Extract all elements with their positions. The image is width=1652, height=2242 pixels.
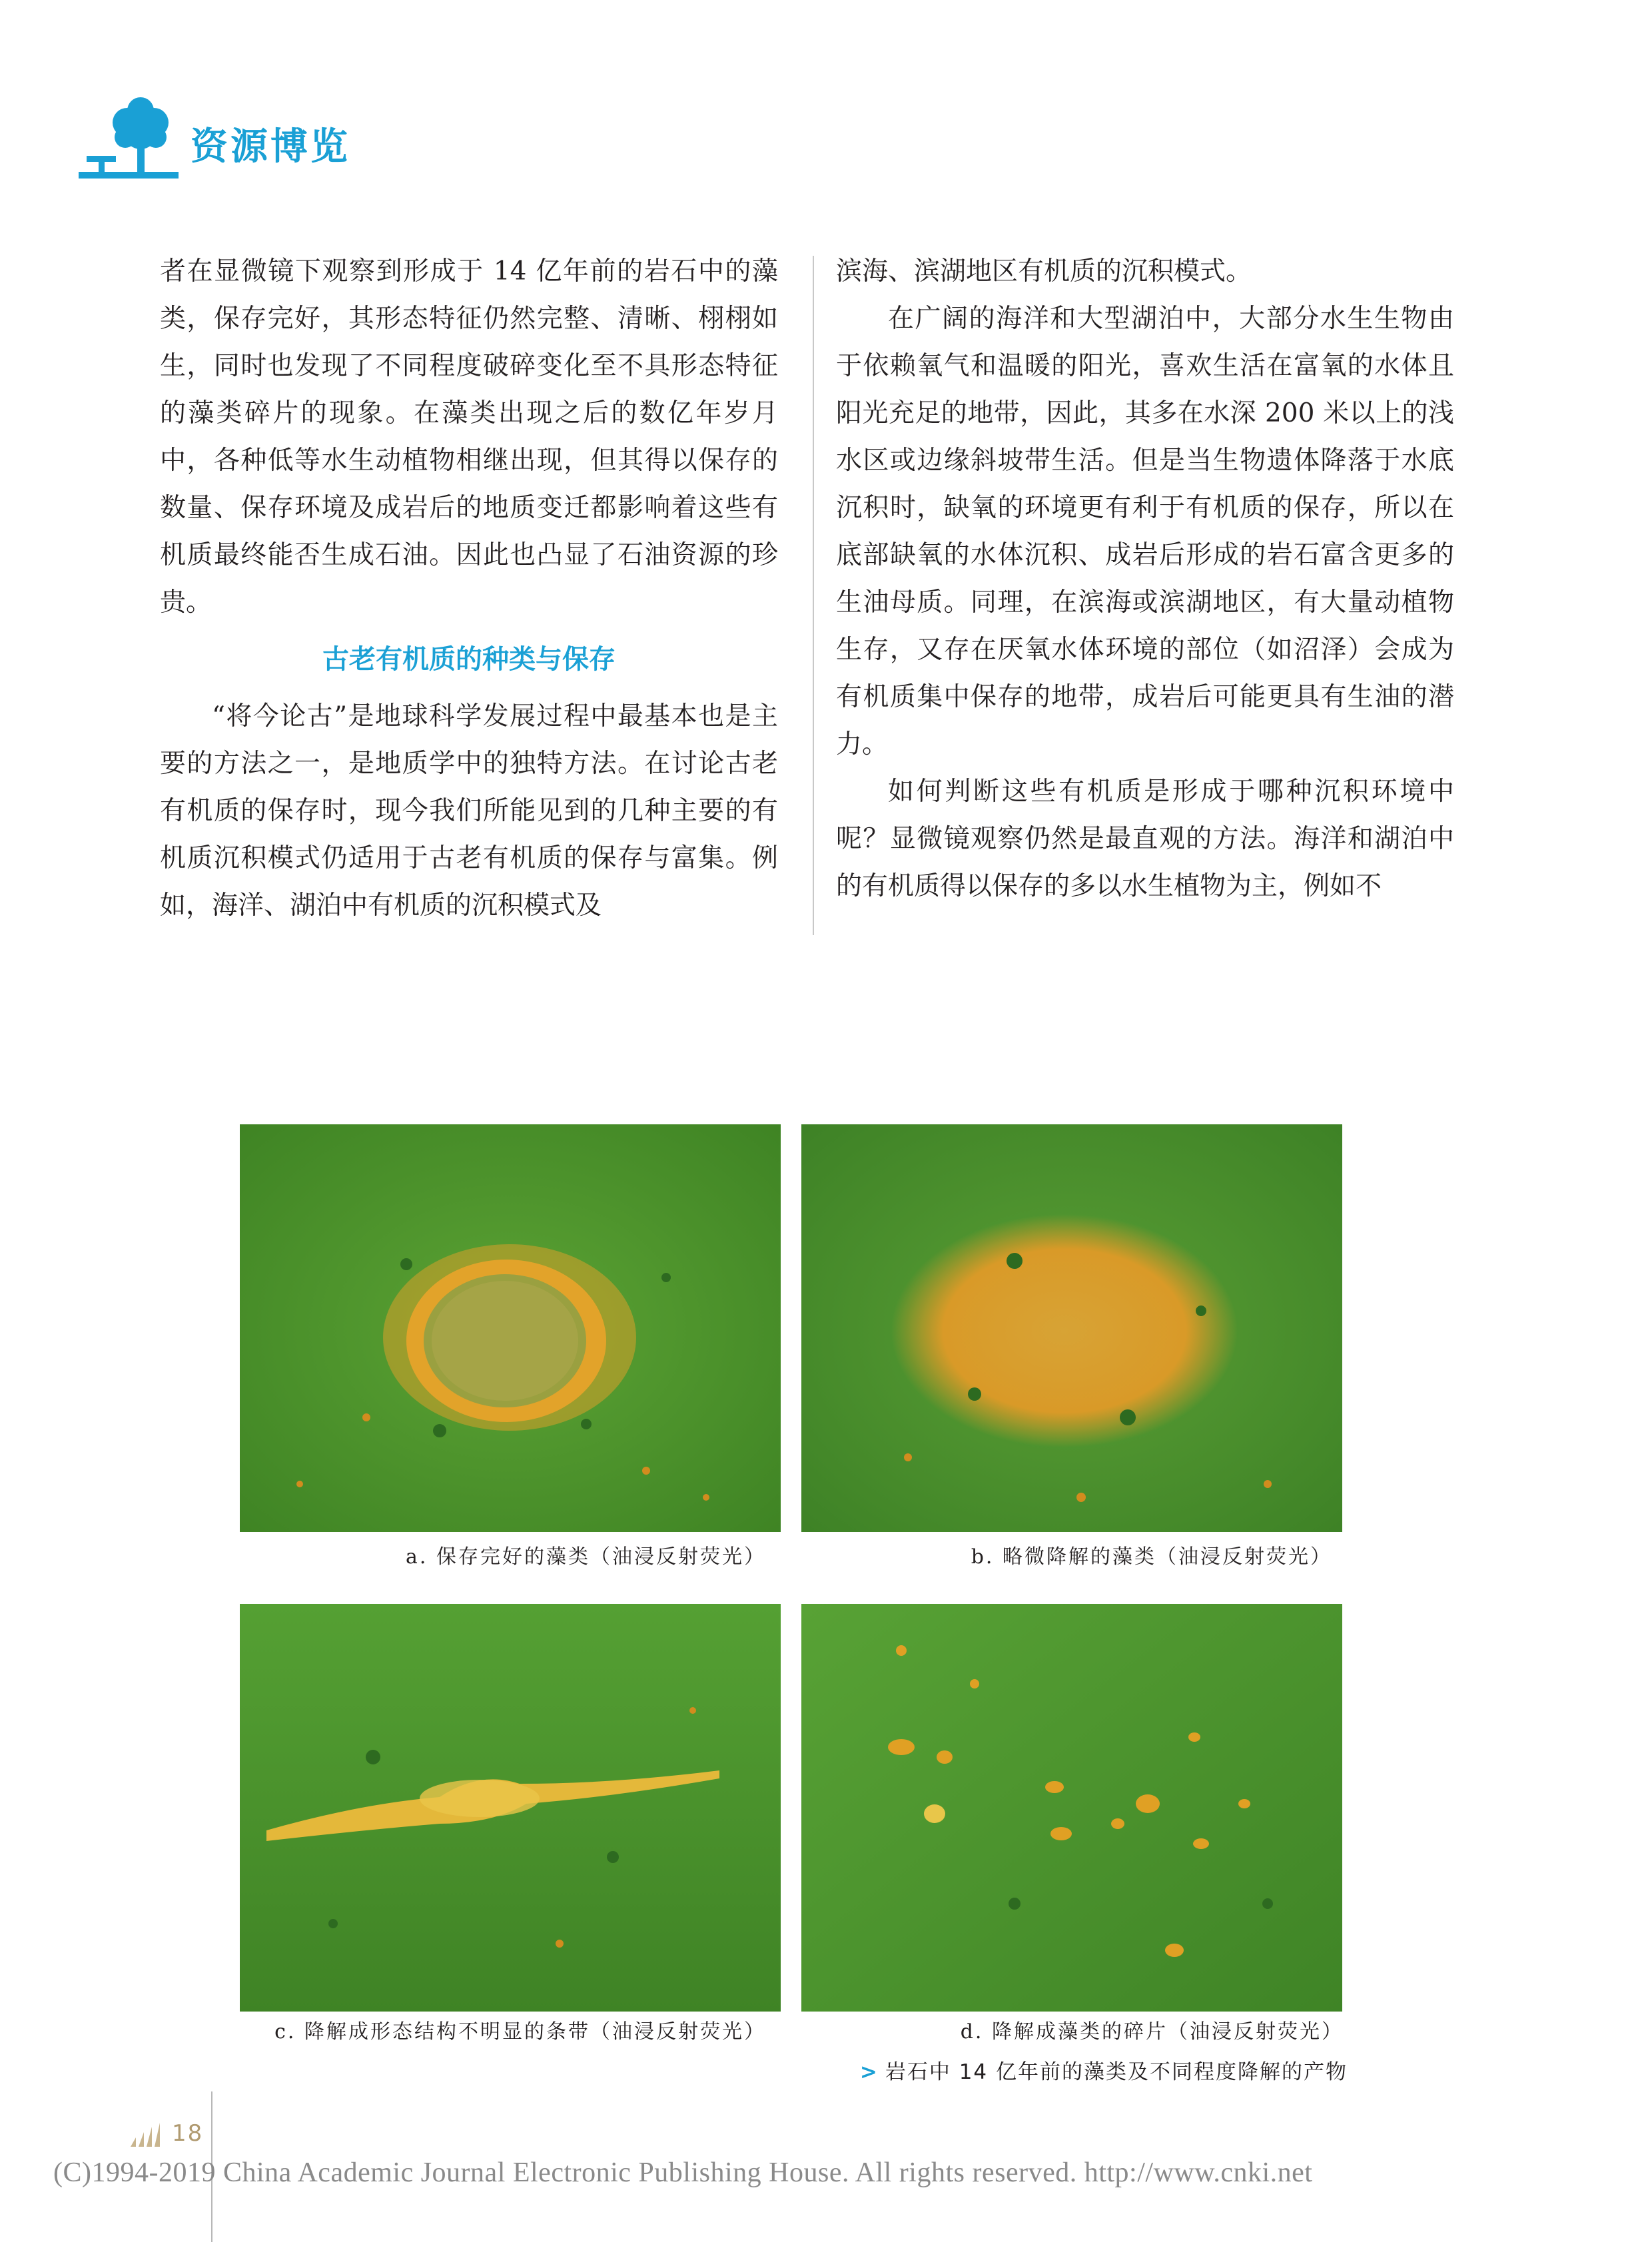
section-heading: 古老有机质的种类与保存 (322, 644, 616, 675)
figure-title-text: 岩石中 14 亿年前的藻类及不同程度降解的产物 (885, 2060, 1348, 2084)
column-divider (813, 256, 814, 935)
micrograph-d (801, 1604, 1342, 2012)
section-header (79, 92, 452, 192)
micrograph-c (240, 1604, 781, 2012)
micrograph-b (801, 1124, 1342, 1532)
tree-icon (79, 92, 179, 192)
caption-c: c. 降解成形态结构不明显的条带（油浸反射荧光） (274, 2020, 766, 2044)
caption-a: a. 保存完好的藻类（油浸反射荧光） (406, 1545, 766, 1569)
copyright-footer: (C)1994-2019 China Academic Journal Electronic Publishing House. All rights reserved. http://www.cnki.net (53, 2157, 1313, 2188)
page-number-icon (131, 2123, 165, 2147)
caption-b: b. 略微降解的藻类（油浸反射荧光） (971, 1545, 1332, 1569)
caption-d: d. 降解成藻类的碎片（油浸反射荧光） (960, 2020, 1344, 2044)
chevron-right-icon: > (859, 2060, 879, 2084)
paragraph: 滨海、滨湖地区有机质的沉积模式。 (836, 256, 1252, 286)
right-column (836, 248, 1454, 910)
figure-title (860, 2055, 1348, 2085)
paragraph: 者在显微镜下观察到形成于 14 亿年前的岩石中的藻类，保存完好，其形态特征仍然完整、清晰、栩栩如生，同时也发现了不同程度破碎变化至不具形态特征的藻类碎片的现象。在藻类出现之后的数亿年岁月中，各种低等水生动植物相继出现，但其得以保存的数量、保存环境及成岩后的地质变迁都影响着这些有机质最终能否生成石油。因此也凸显了石油资源的珍贵。 (160, 256, 778, 617)
paragraph: 如何判断这些有机质是形成于哪种沉积环境中呢？显微镜观察仍然是最直观的方法。海洋和湖泊中的有机质得以保存的多以水生植物为主，例如不 (836, 777, 1454, 901)
section-title: 资源博览 (191, 125, 350, 169)
paragraph: “将今论古”是地球科学发展过程中最基本也是主要的方法之一，是地质学中的独特方法。在讨论古老有机质的保存时，现今我们所能见到的几种主要的有机质沉积模式仍适用于古老有机质的保存与富集。例如，海洋、湖泊中有机质的沉积模式及 (160, 701, 778, 921)
micrograph-a (240, 1124, 781, 1532)
left-column (160, 248, 778, 929)
paragraph: 在广阔的海洋和大型湖泊中，大部分水生生物由于依赖氧气和温暖的阳光，喜欢生活在富氧的水体且阳光充足的地带，因此，其多在水深 200 米以上的浅水区或边缘斜坡带生活。但是当生物遗体降落于水底沉积时，缺氧的环境更有利于有机质的保存，所以在底部缺氧的水体沉积、成岩后形成的岩石富含更多的生油母质。同理，在滨海或滨湖地区，有大量动植物生存，又存在厌氧水体环境的部位（如沼泽）会成为有机质集中保存的地带，成岩后可能更具有生油的潜力。 (836, 304, 1454, 759)
page-number: 18 (172, 2120, 204, 2147)
